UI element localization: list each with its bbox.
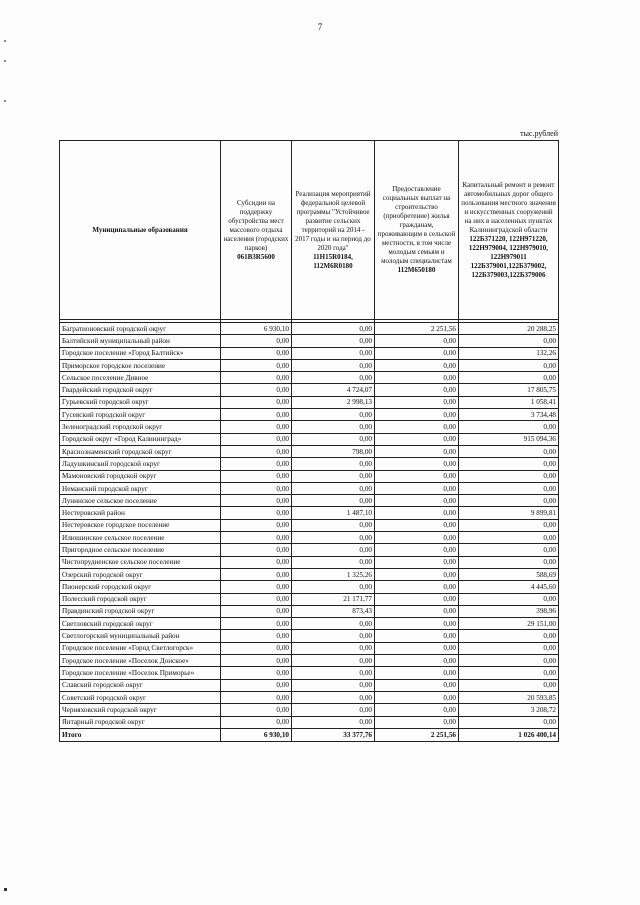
table-row bbox=[60, 704, 559, 716]
housing-payments-cell: 0,00 bbox=[375, 507, 459, 519]
municipality-cell: Багратионовский городской округ bbox=[60, 323, 221, 335]
table-row bbox=[60, 445, 559, 457]
parks-subsidy-cell: 0,00 bbox=[221, 667, 292, 679]
table-row bbox=[60, 593, 559, 605]
municipality-cell: Озерский городской округ bbox=[60, 568, 221, 580]
parks-subsidy-cell: 0,00 bbox=[221, 482, 292, 494]
column-header-municipality: Муниципальные образования bbox=[60, 141, 221, 320]
table-row bbox=[60, 421, 559, 433]
municipality-cell: Городское поселение «Город Балтийск» bbox=[60, 347, 221, 359]
housing-payments-cell: 0,00 bbox=[375, 556, 459, 568]
table-row bbox=[60, 359, 559, 371]
road-repair-cell: 0,00 bbox=[459, 335, 559, 347]
rural-program-cell: 0,00 bbox=[292, 359, 375, 371]
housing-payments-cell: 0,00 bbox=[375, 421, 459, 433]
parks-subsidy-cell: 0,00 bbox=[221, 470, 292, 482]
housing-payments-cell: 0,00 bbox=[375, 372, 459, 384]
rural-program-cell: 0,00 bbox=[292, 691, 375, 703]
parks-subsidy-cell: 0,00 bbox=[221, 704, 292, 716]
scan-mark bbox=[4, 888, 7, 891]
municipality-cell: Городской округ «Город Калининград» bbox=[60, 433, 221, 445]
parks-subsidy-cell: 0,00 bbox=[221, 445, 292, 457]
table-row bbox=[60, 470, 559, 482]
parks-subsidy-cell: 0,00 bbox=[221, 655, 292, 667]
parks-subsidy-cell: 0,00 bbox=[221, 691, 292, 703]
road-repair-cell: 915 094,36 bbox=[459, 433, 559, 445]
table-row bbox=[60, 532, 559, 544]
road-repair-cell: 0,00 bbox=[459, 421, 559, 433]
parks-subsidy-cell: 0,00 bbox=[221, 335, 292, 347]
parks-subsidy-cell: 0,00 bbox=[221, 384, 292, 396]
housing-payments-cell: 0,00 bbox=[375, 716, 459, 728]
road-repair-cell: 0,00 bbox=[459, 667, 559, 679]
column-label: Реализация мероприятий федеральной целевой программы "Устойчивое развитие сельских территорий на 2014 - 2017 годы и на период до 2020 года" bbox=[295, 189, 371, 252]
housing-payments-cell: 0,00 bbox=[375, 679, 459, 691]
municipality-cell: Сельское поселение Дивное bbox=[60, 372, 221, 384]
total-row bbox=[60, 728, 559, 741]
rural-program-cell: 0,00 bbox=[292, 323, 375, 335]
parks-subsidy-cell: 0,00 bbox=[221, 433, 292, 445]
table-row bbox=[60, 605, 559, 617]
rural-program-cell: 4 724,07 bbox=[292, 384, 375, 396]
rural-program-cell: 0,00 bbox=[292, 482, 375, 494]
housing-payments-cell: 0,00 bbox=[375, 568, 459, 580]
rural-program-cell: 0,00 bbox=[292, 556, 375, 568]
municipality-cell: Пригородное сельское поселение bbox=[60, 544, 221, 556]
parks-subsidy-cell: 6 930,10 bbox=[221, 323, 292, 335]
column-code: 11Н15R0184, 112М6R0180 bbox=[313, 252, 353, 270]
municipality-cell: Полесский городской округ bbox=[60, 593, 221, 605]
parks-subsidy-cell: 0,00 bbox=[221, 716, 292, 728]
municipality-cell: Гусевский городской округ bbox=[60, 409, 221, 421]
total-rural-program: 33 377,76 bbox=[292, 728, 375, 741]
table-row bbox=[60, 679, 559, 691]
table-row bbox=[60, 655, 559, 667]
column-header-rural-program bbox=[292, 141, 375, 320]
table-row bbox=[60, 556, 559, 568]
rural-program-cell: 873,43 bbox=[292, 605, 375, 617]
housing-payments-cell: 0,00 bbox=[375, 384, 459, 396]
parks-subsidy-cell: 0,00 bbox=[221, 347, 292, 359]
housing-payments-cell: 0,00 bbox=[375, 691, 459, 703]
municipality-cell: Советский городской округ bbox=[60, 691, 221, 703]
parks-subsidy-cell: 0,00 bbox=[221, 630, 292, 642]
rural-program-cell: 0,00 bbox=[292, 704, 375, 716]
municipality-cell: Краснознаменский городской округ bbox=[60, 445, 221, 457]
table-row bbox=[60, 347, 559, 359]
municipality-cell: Янтарный городской округ bbox=[60, 716, 221, 728]
municipality-cell: Городское поселение «Город Светлогорск» bbox=[60, 642, 221, 654]
table-row bbox=[60, 482, 559, 494]
total-parks-subsidy: 6 930,10 bbox=[221, 728, 292, 741]
rural-program-cell: 0,00 bbox=[292, 679, 375, 691]
housing-payments-cell: 0,00 bbox=[375, 532, 459, 544]
table-row bbox=[60, 519, 559, 531]
road-repair-cell: 0,00 bbox=[459, 458, 559, 470]
municipality-cell: Нестеровское городское поселение bbox=[60, 519, 221, 531]
table-row bbox=[60, 507, 559, 519]
municipality-cell: Гвардейский городской округ bbox=[60, 384, 221, 396]
road-repair-cell: 0,00 bbox=[459, 470, 559, 482]
budget-table bbox=[59, 140, 559, 742]
road-repair-cell: 0,00 bbox=[459, 495, 559, 507]
column-label: Субсидии на поддержку обустройства мест массового отдыха населения (городских парков) bbox=[223, 198, 289, 252]
road-repair-cell: 0,00 bbox=[459, 556, 559, 568]
parks-subsidy-cell: 0,00 bbox=[221, 359, 292, 371]
table-row bbox=[60, 568, 559, 580]
total-label: Итого bbox=[60, 728, 221, 741]
column-code: 061В3R5600 bbox=[237, 252, 275, 261]
housing-payments-cell: 0,00 bbox=[375, 335, 459, 347]
housing-payments-cell: 0,00 bbox=[375, 409, 459, 421]
housing-payments-cell: 0,00 bbox=[375, 470, 459, 482]
column-header-parks-subsidy bbox=[221, 141, 292, 320]
road-repair-cell: 17 805,75 bbox=[459, 384, 559, 396]
parks-subsidy-cell: 0,00 bbox=[221, 544, 292, 556]
rural-program-cell: 0,00 bbox=[292, 409, 375, 421]
rural-program-cell: 0,00 bbox=[292, 618, 375, 630]
column-code: 112М650180 bbox=[397, 266, 436, 274]
table-row bbox=[60, 642, 559, 654]
table-row bbox=[60, 458, 559, 470]
road-repair-cell: 0,00 bbox=[459, 679, 559, 691]
municipality-cell: Лунинское сельское поселение bbox=[60, 495, 221, 507]
parks-subsidy-cell: 0,00 bbox=[221, 581, 292, 593]
rural-program-cell: 0,00 bbox=[292, 544, 375, 556]
road-repair-cell: 1 058,41 bbox=[459, 396, 559, 408]
total-road-repair: 1 026 400,14 bbox=[459, 728, 559, 741]
table-row bbox=[60, 544, 559, 556]
housing-payments-cell: 0,00 bbox=[375, 630, 459, 642]
housing-payments-cell: 0,00 bbox=[375, 704, 459, 716]
road-repair-cell: 0,00 bbox=[459, 642, 559, 654]
rural-program-cell: 0,00 bbox=[292, 458, 375, 470]
rural-program-cell: 0,00 bbox=[292, 470, 375, 482]
parks-subsidy-cell: 0,00 bbox=[221, 458, 292, 470]
road-repair-cell: 20 593,85 bbox=[459, 691, 559, 703]
housing-payments-cell: 0,00 bbox=[375, 359, 459, 371]
housing-payments-cell: 0,00 bbox=[375, 618, 459, 630]
parks-subsidy-cell: 0,00 bbox=[221, 568, 292, 580]
road-repair-cell: 0,00 bbox=[459, 519, 559, 531]
municipality-cell: Мамоновский городской округ bbox=[60, 470, 221, 482]
parks-subsidy-cell: 0,00 bbox=[221, 421, 292, 433]
rural-program-cell: 0,00 bbox=[292, 630, 375, 642]
municipality-cell: Зеленоградский городской округ bbox=[60, 421, 221, 433]
scan-mark bbox=[4, 60, 6, 62]
housing-payments-cell: 0,00 bbox=[375, 642, 459, 654]
municipality-cell: Илюшинское сельское поселение bbox=[60, 532, 221, 544]
housing-payments-cell: 0,00 bbox=[375, 581, 459, 593]
table-row bbox=[60, 691, 559, 703]
parks-subsidy-cell: 0,00 bbox=[221, 556, 292, 568]
scan-mark bbox=[4, 40, 6, 42]
housing-payments-cell: 2 251,56 bbox=[375, 323, 459, 335]
rural-program-cell: 21 171,77 bbox=[292, 593, 375, 605]
scan-mark bbox=[4, 100, 6, 102]
road-repair-cell: 20 288,25 bbox=[459, 323, 559, 335]
housing-payments-cell: 0,00 bbox=[375, 519, 459, 531]
table-row bbox=[60, 372, 559, 384]
table-row bbox=[60, 323, 559, 335]
municipality-cell: Неманский городской округ bbox=[60, 482, 221, 494]
rural-program-cell: 0,00 bbox=[292, 433, 375, 445]
table-row bbox=[60, 495, 559, 507]
table-row bbox=[60, 335, 559, 347]
table-row bbox=[60, 667, 559, 679]
municipality-cell: Городское поселение «Поселок Приморье» bbox=[60, 667, 221, 679]
parks-subsidy-cell: 0,00 bbox=[221, 642, 292, 654]
column-code: 122Б371220, 122Н971220, 122Н979004, 122Н979010, 122Н979011 122Б379001,122Б379002, 122Б379003,122Б379006 bbox=[468, 234, 549, 279]
road-repair-cell: 0,00 bbox=[459, 630, 559, 642]
road-repair-cell: 0,00 bbox=[459, 359, 559, 371]
road-repair-cell: 4 445,60 bbox=[459, 581, 559, 593]
rural-program-cell: 0,00 bbox=[292, 581, 375, 593]
rural-program-cell: 0,00 bbox=[292, 716, 375, 728]
rural-program-cell: 0,00 bbox=[292, 519, 375, 531]
rural-program-cell: 0,00 bbox=[292, 347, 375, 359]
parks-subsidy-cell: 0,00 bbox=[221, 679, 292, 691]
road-repair-cell: 3 734,48 bbox=[459, 409, 559, 421]
municipality-cell: Черняховский городской округ bbox=[60, 704, 221, 716]
column-header-road-repair bbox=[459, 141, 559, 320]
parks-subsidy-cell: 0,00 bbox=[221, 409, 292, 421]
table-row bbox=[60, 630, 559, 642]
table-row bbox=[60, 581, 559, 593]
parks-subsidy-cell: 0,00 bbox=[221, 396, 292, 408]
road-repair-cell: 0,00 bbox=[459, 532, 559, 544]
housing-payments-cell: 0,00 bbox=[375, 605, 459, 617]
housing-payments-cell: 0,00 bbox=[375, 544, 459, 556]
rural-program-cell: 0,00 bbox=[292, 372, 375, 384]
housing-payments-cell: 0,00 bbox=[375, 433, 459, 445]
parks-subsidy-cell: 0,00 bbox=[221, 605, 292, 617]
housing-payments-cell: 0,00 bbox=[375, 396, 459, 408]
road-repair-cell: 398,96 bbox=[459, 605, 559, 617]
rural-program-cell: 0,00 bbox=[292, 335, 375, 347]
unit-label: тыс.рублей bbox=[520, 129, 558, 138]
housing-payments-cell: 0,00 bbox=[375, 445, 459, 457]
municipality-cell: Балтийский муниципальный район bbox=[60, 335, 221, 347]
parks-subsidy-cell: 0,00 bbox=[221, 519, 292, 531]
parks-subsidy-cell: 0,00 bbox=[221, 618, 292, 630]
parks-subsidy-cell: 0,00 bbox=[221, 372, 292, 384]
rural-program-cell: 0,00 bbox=[292, 655, 375, 667]
municipality-cell: Чистопрудненское сельское поселение bbox=[60, 556, 221, 568]
rural-program-cell: 2 998,13 bbox=[292, 396, 375, 408]
table-row bbox=[60, 433, 559, 445]
table-row bbox=[60, 409, 559, 421]
municipality-cell: Городское поселение «Поселок Донское» bbox=[60, 655, 221, 667]
municipality-cell: Нестеровский район bbox=[60, 507, 221, 519]
municipality-cell: Светлогорский муниципальный район bbox=[60, 630, 221, 642]
parks-subsidy-cell: 0,00 bbox=[221, 593, 292, 605]
rural-program-cell: 0,00 bbox=[292, 667, 375, 679]
road-repair-cell: 0,00 bbox=[459, 445, 559, 457]
municipality-cell: Пионерский городской округ bbox=[60, 581, 221, 593]
rural-program-cell: 1 487,10 bbox=[292, 507, 375, 519]
page-number: 7 bbox=[317, 22, 323, 32]
housing-payments-cell: 0,00 bbox=[375, 655, 459, 667]
rural-program-cell: 0,00 bbox=[292, 421, 375, 433]
total-housing-payments: 2 251,56 bbox=[375, 728, 459, 741]
municipality-cell: Светловский городской округ bbox=[60, 618, 221, 630]
municipality-cell: Ладушкинский городской округ bbox=[60, 458, 221, 470]
header-row bbox=[60, 141, 559, 320]
parks-subsidy-cell: 0,00 bbox=[221, 507, 292, 519]
housing-payments-cell: 0,00 bbox=[375, 495, 459, 507]
municipality-cell: Приморское городское поселение bbox=[60, 359, 221, 371]
rural-program-cell: 1 325,26 bbox=[292, 568, 375, 580]
table-row bbox=[60, 384, 559, 396]
parks-subsidy-cell: 0,00 bbox=[221, 495, 292, 507]
column-label: Предоставление социальных выплат на строительство (приобретение) жилья гражданам, проживающим в сельской местности, в том числе молодым семьям и молодым специалистам bbox=[377, 185, 456, 265]
road-repair-cell: 0,00 bbox=[459, 655, 559, 667]
parks-subsidy-cell: 0,00 bbox=[221, 532, 292, 544]
road-repair-cell: 0,00 bbox=[459, 716, 559, 728]
column-header-housing-payments bbox=[375, 141, 459, 320]
rural-program-cell: 0,00 bbox=[292, 532, 375, 544]
rural-program-cell: 0,00 bbox=[292, 495, 375, 507]
road-repair-cell: 3 208,72 bbox=[459, 704, 559, 716]
road-repair-cell: 0,00 bbox=[459, 482, 559, 494]
column-label: Капитальный ремонт и ремонт автомобильных дорог общего пользования местного значения и искусственных сооружений на них в населенных пунктах Калининградской области bbox=[461, 180, 556, 234]
road-repair-cell: 29 151,00 bbox=[459, 618, 559, 630]
municipality-cell: Славский городской округ bbox=[60, 679, 221, 691]
road-repair-cell: 0,00 bbox=[459, 372, 559, 384]
rural-program-cell: 0,00 bbox=[292, 642, 375, 654]
housing-payments-cell: 0,00 bbox=[375, 458, 459, 470]
road-repair-cell: 132,26 bbox=[459, 347, 559, 359]
road-repair-cell: 588,69 bbox=[459, 568, 559, 580]
table-row bbox=[60, 618, 559, 630]
housing-payments-cell: 0,00 bbox=[375, 347, 459, 359]
rural-program-cell: 798,00 bbox=[292, 445, 375, 457]
road-repair-cell: 0,00 bbox=[459, 544, 559, 556]
table-row bbox=[60, 716, 559, 728]
table-row bbox=[60, 396, 559, 408]
municipality-cell: Гурьевский городской округ bbox=[60, 396, 221, 408]
road-repair-cell: 0,00 bbox=[459, 593, 559, 605]
road-repair-cell: 9 899,81 bbox=[459, 507, 559, 519]
housing-payments-cell: 0,00 bbox=[375, 667, 459, 679]
housing-payments-cell: 0,00 bbox=[375, 482, 459, 494]
housing-payments-cell: 0,00 bbox=[375, 593, 459, 605]
municipality-cell: Правдинский городской округ bbox=[60, 605, 221, 617]
